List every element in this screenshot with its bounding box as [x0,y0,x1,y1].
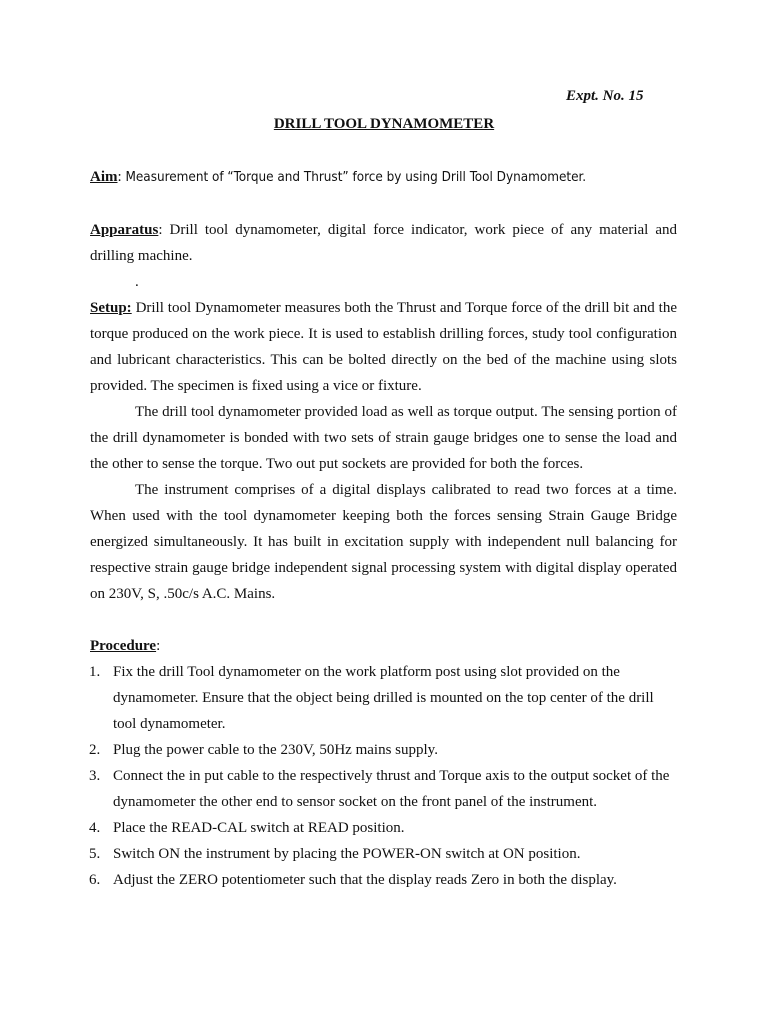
list-item [90,841,677,867]
aim-paragraph [90,164,677,191]
aim-text: Measurement of “Torque and Thrust” force by using Drill Tool Dynamometer. [121,170,587,185]
procedure-separator: : [156,638,161,654]
procedure-steps [90,659,677,893]
step-number: 3. [89,768,101,784]
list-item [90,867,677,893]
procedure-label: Procedure [90,638,157,654]
stray-dot: . [135,274,139,290]
step-number: 6. [89,872,101,888]
spacer [90,607,677,633]
setup-paragraph-2: The drill tool dynamometer provided load as well as torque output. The sensing portion of the drill dynamometer is bonded with two sets of strain gauge bridges one to sense the load and the other to sense the torque. Two out put sockets are provided for both the forces. [90,404,677,472]
apparatus-text: Drill tool dynamometer, digital force indicator, work piece of any material and drilling machine. [90,222,677,264]
setup-paragraph-3: The instrument comprises of a digital displays calibrated to read two forces at a time. When used with the tool dynamometer keeping both the forces sensing Strain Gauge Bridge energized simultaneously. It has built in excitation supply with independent null balancing for respective strain gauge bridge independent signal processing system with digital display operated on 230V, S, .50c/s A.C. Mains. [90,482,677,602]
list-item [90,815,677,841]
step-number: 5. [89,846,101,862]
step-number: 1. [89,664,101,680]
step-text: Place the READ-CAL switch at READ position. [113,820,405,836]
step-text: Plug the power cable to the 230V, 50Hz mains supply. [113,742,438,758]
apparatus-label: Apparatus [90,222,159,238]
setup-text: Drill tool Dynamometer measures both the Thrust and Torque force of the drill bit and the torque produced on the work piece. It is used to establish drilling forces, study tool configuration and lubricant characteristics. This can be bolted directly on the bed of the machine using slots provided. The specimen is fixed using a vice or fixture. [90,300,677,394]
setup-label: Setup: [90,300,132,316]
step-text: Adjust the ZERO potentiometer such that the display reads Zero in both the display. [113,872,617,888]
list-item [90,737,677,763]
apparatus-separator: : [158,222,163,238]
step-number: 2. [89,742,101,758]
list-item [90,763,677,815]
spacer [90,191,677,217]
apparatus-paragraph [90,217,677,269]
document-body [90,164,677,893]
step-text: Connect the in put cable to the respectively thrust and Torque axis to the output socket of the dynamometer the other end to sensor socket on the front panel of the instrument. [113,768,670,810]
list-item [90,659,677,737]
document-title: DRILL TOOL DYNAMOMETER [273,116,495,132]
step-number: 4. [89,820,101,836]
aim-label: Aim [90,169,118,185]
step-text: Fix the drill Tool dynamometer on the work platform post using slot provided on the dynamometer. Ensure that the object being drilled is mounted on the top center of the drill tool dynamometer. [113,664,654,732]
experiment-number: Expt. No. 15 [566,88,644,104]
step-text: Switch ON the instrument by placing the POWER-ON switch at ON position. [113,846,581,862]
aim-separator: : [117,169,122,185]
procedure-heading [90,633,677,659]
setup-paragraph [90,295,677,399]
